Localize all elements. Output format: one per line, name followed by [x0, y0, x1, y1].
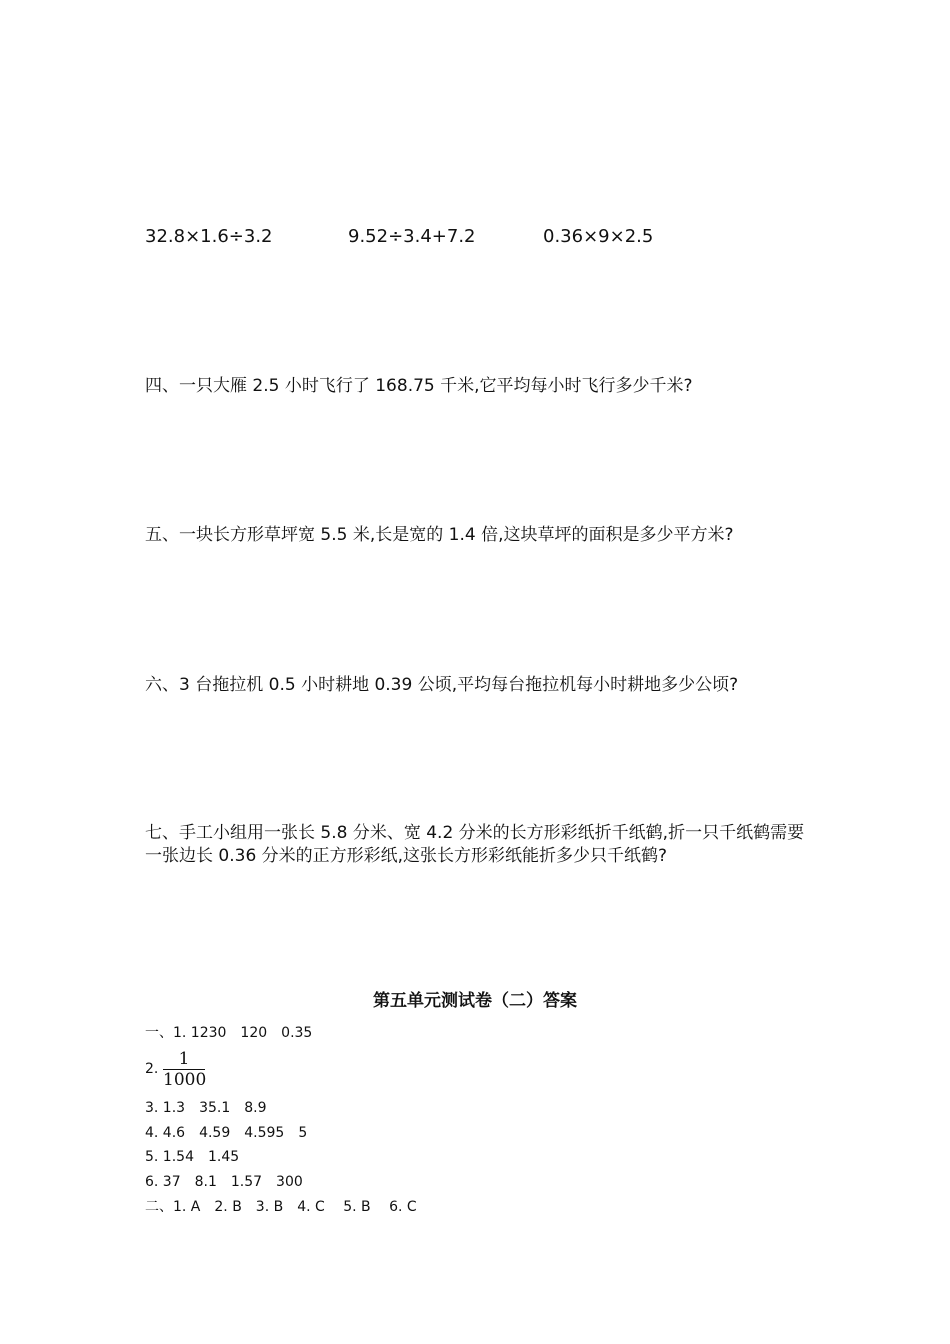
question-7: 七、手工小组用一张长 5.8 分米、宽 4.2 分米的长方形彩纸折千纸鹤,折一只千纸鹤需要一张边长 0.36 分米的正方形彩纸,这张长方形彩纸能折多少只千纸鹤?: [145, 823, 805, 866]
answer-line-2-label: 2.: [145, 1061, 159, 1077]
answer-line-6: 6. 37 8.1 1.57 300: [145, 1174, 303, 1190]
question-4: 四、一只大雁 2.5 小时飞行了 168.75 千米,它平均每小时飞行多少千米?: [145, 376, 693, 396]
answer-line-5: 5. 1.54 1.45: [145, 1149, 240, 1165]
answer-line-7: 二、1. A 2. B 3. B 4. C 5. B 6. C: [145, 1199, 417, 1215]
expression-3: 0.36×9×2.5: [543, 226, 654, 247]
answer-title: 第五单元测试卷（二）答案: [373, 991, 577, 1011]
answer-line-1: 一、1. 1230 120 0.35: [145, 1025, 313, 1041]
fraction-numerator: 1: [178, 1049, 190, 1069]
answer-line-3: 3. 1.3 35.1 8.9: [145, 1100, 267, 1116]
question-6: 六、3 台拖拉机 0.5 小时耕地 0.39 公顷,平均每台拖拉机每小时耕地多少公顷?: [145, 675, 739, 695]
question-5: 五、一块长方形草坪宽 5.5 米,长是宽的 1.4 倍,这块草坪的面积是多少平方米?: [145, 525, 734, 545]
expression-1: 32.8×1.6÷3.2: [145, 226, 273, 247]
expression-2: 9.52÷3.4+7.2: [348, 226, 476, 247]
fraction: [163, 1049, 205, 1090]
fraction-denominator: 1000: [163, 1070, 207, 1090]
answer-line-4: 4. 4.6 4.59 4.595 5: [145, 1125, 308, 1141]
